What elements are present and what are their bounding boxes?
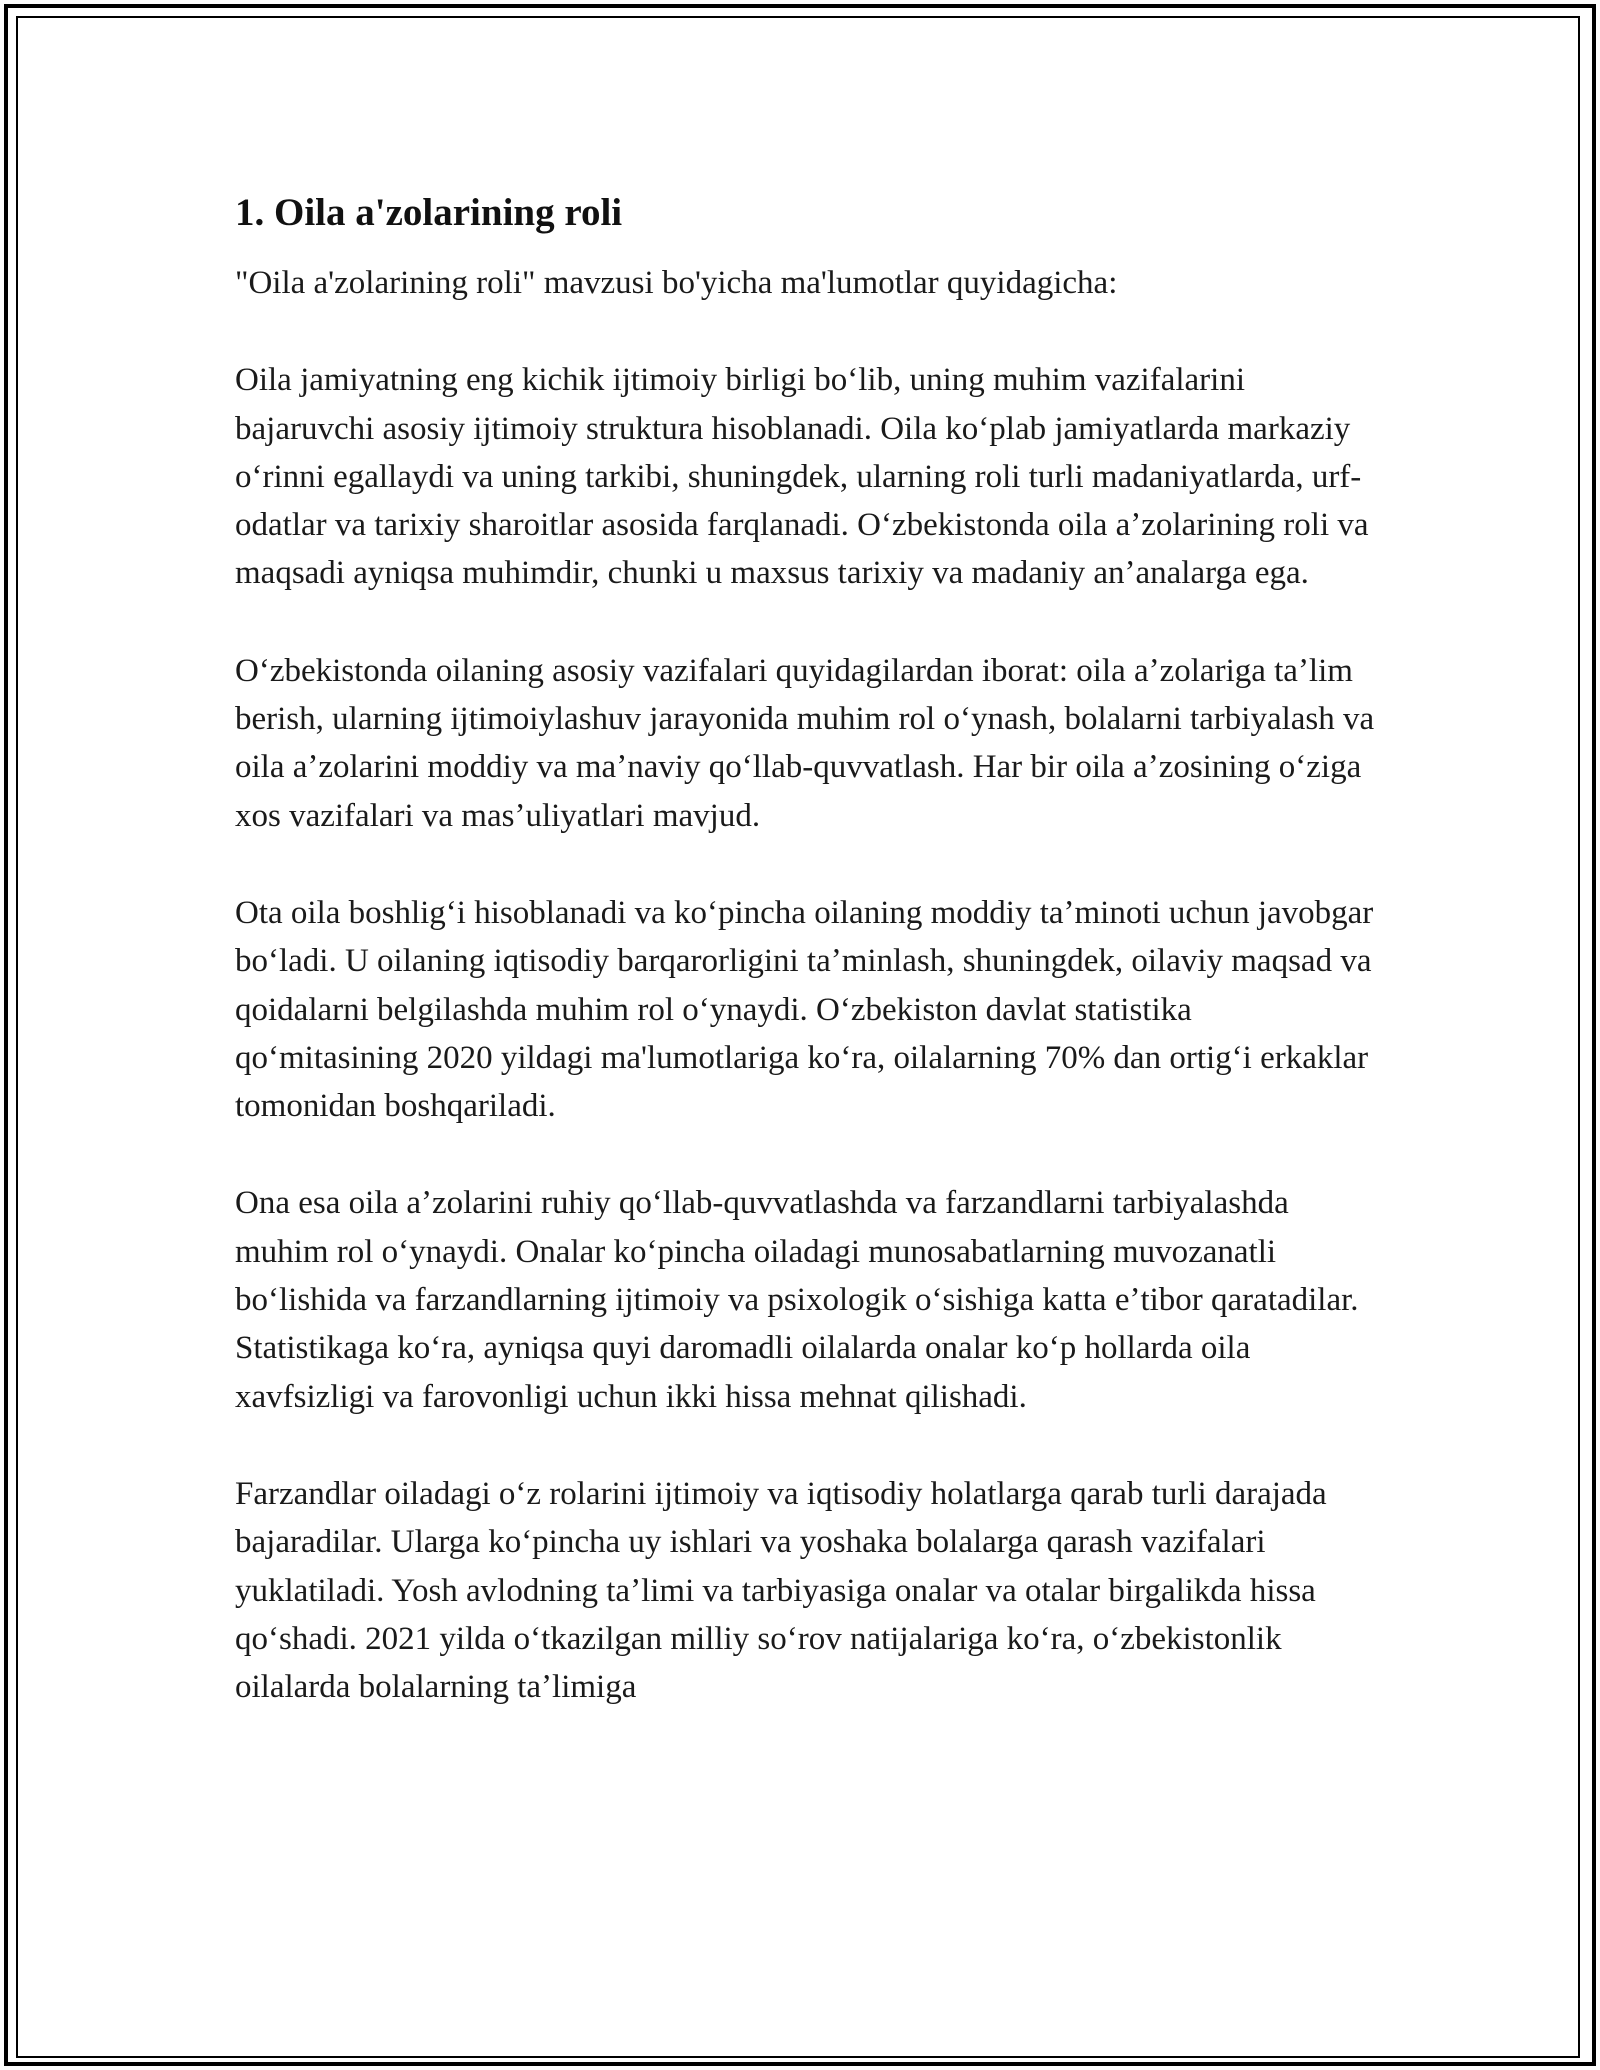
document-body bbox=[235, 185, 1375, 1711]
paragraph-children-role: Farzandlar oiladagi oʻz rolarini ijtimoiy va iqtisodiy holatlarga qarab turli darajada bajaradilar. Ularga koʻpincha uy ishlari va yoshaka bolalarga qarash vazifalari yuklatiladi. Yosh avlodning taʼlimi va tarbiyasiga onalar va otalar birgalikda hissa qoʻshadi. 2021 yilda oʻtkazilgan milliy soʻrov natijalariga koʻra, oʻzbekistonlik oilalarda bolalarning taʼlimiga bbox=[235, 1475, 1327, 1706]
intro-paragraph: "Oila a'zolarining roli" mavzusi bo'yicha ma'lumotlar quyidagicha: bbox=[235, 265, 1118, 301]
paragraph-mother-role: Ona esa oila aʼzolarini ruhiy qoʻllab-quvvatlashda va farzandlarni tarbiyalashda muhim rol oʻynaydi. Onalar koʻpincha oiladagi munosabatlarning muvozanatli boʻlishida va farzandlarning ijtimoiy va psixologik oʻsishiga katta eʼtibor qaratadilar. Statistikaga koʻra, ayniqsa quyi daromadli oilalarda onalar koʻp hollarda oila xavfsizligi va farovonligi uchun ikki hissa mehnat qilishadi. bbox=[235, 1185, 1359, 1415]
paragraph-family-functions: Oʻzbekistonda oilaning asosiy vazifalari quyidagilardan iborat: oila aʼzolariga taʼlim berish, ularning ijtimoiylashuv jarayonida muhim rol oʻynash, bolalarni tarbiyalash va oila aʼzolarini moddiy va maʼnaviy qoʻllab-quvvatlash. Har bir oila aʼzosining oʻziga xos vazifalari va masʼuliyatlari mavjud. bbox=[235, 652, 1375, 834]
paragraph-family-definition: Oila jamiyatning eng kichik ijtimoiy birligi boʻlib, uning muhim vazifalarini bajaruvchi asosiy ijtimoiy struktura hisoblanadi. Oila koʻplab jamiyatlarda markaziy oʻrinni egallaydi va uning tarkibi, shuningdek, ularning roli turli madaniyatlarda, urf-odatlar va tarixiy sharoitlar asosida farqlanadi. Oʻzbekistonda oila aʼzolarining roli va maqsadi ayniqsa muhimdir, chunki u maxsus tarixiy va madaniy anʼanalarga ega. bbox=[235, 362, 1369, 592]
paragraph-father-role: Ota oila boshligʻi hisoblanadi va koʻpincha oilaning moddiy taʼminoti uchun javobgar boʻladi. U oilaning iqtisodiy barqarorligini taʼminlash, shuningdek, oilaviy maqsad va qoidalarni belgilashda muhim rol oʻynaydi. Oʻzbekiston davlat statistika qoʻmitasining 2020 yildagi ma'lumotlariga koʻra, oilalarning 70% dan ortigʻi erkaklar tomonidan boshqariladi. bbox=[235, 894, 1374, 1125]
section-heading: 1. Oila a'zolarining roli bbox=[235, 191, 623, 234]
